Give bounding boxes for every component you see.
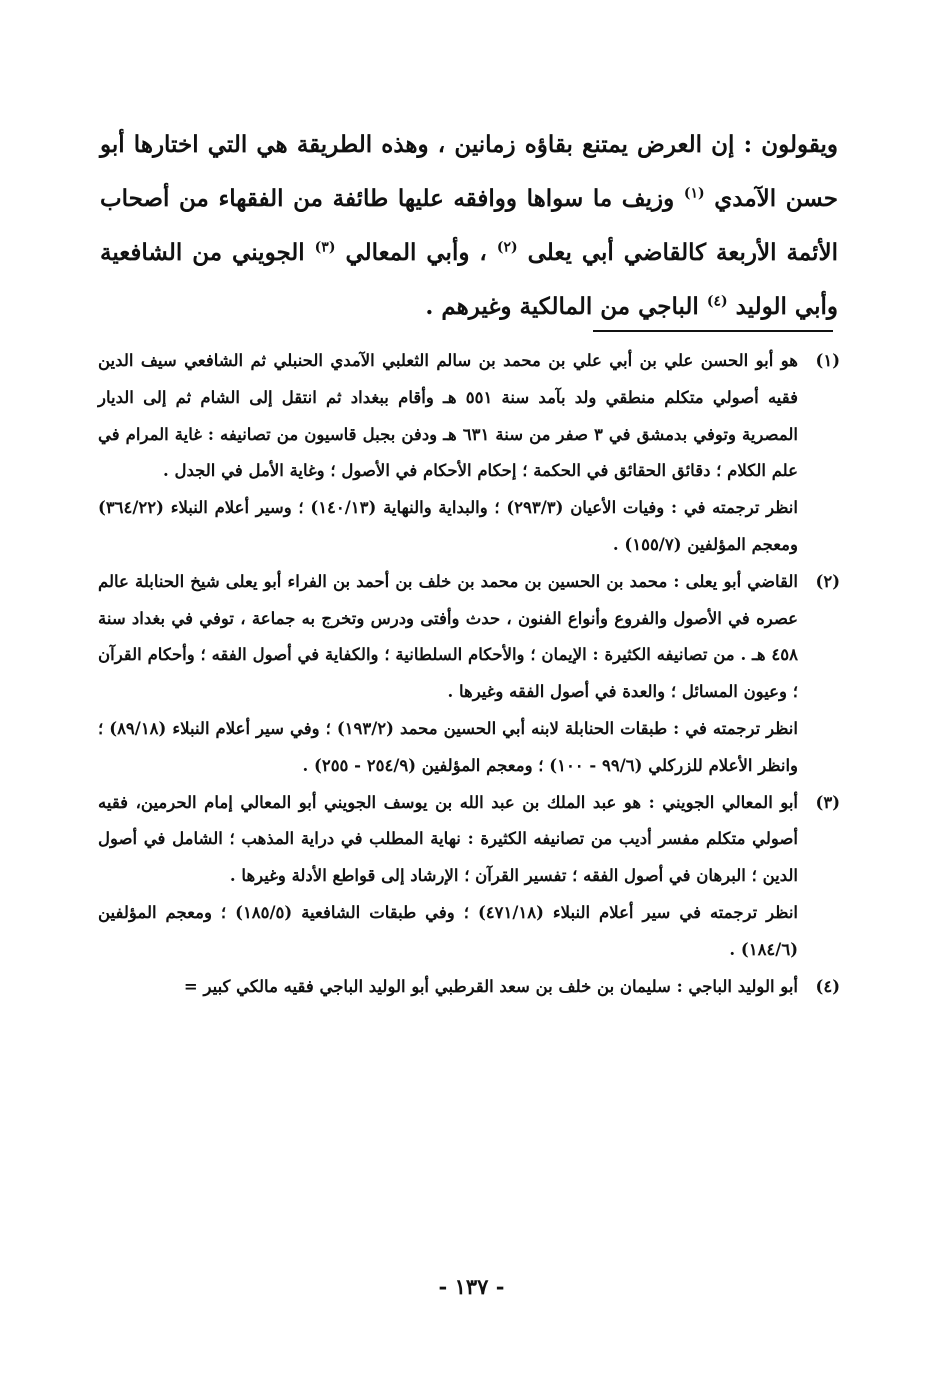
footnote-text: أبو الوليد الباجي : سليمان بن خلف بن سعد القرطبي أبو الوليد الباجي فقيه مالكي كبير = xyxy=(183,976,798,996)
footnote-4 xyxy=(98,969,840,1006)
footnote-number: (٣) xyxy=(815,792,840,812)
footnote-number: (٢) xyxy=(815,571,840,591)
footnote-3-body xyxy=(98,785,840,895)
footnote-ref-4: (٤) xyxy=(706,293,728,310)
footnote-4-body xyxy=(98,969,840,1006)
footnote-1 xyxy=(98,343,840,564)
main-paragraph xyxy=(100,118,838,334)
footnotes xyxy=(98,343,840,1005)
footnote-ref-2: (٢) xyxy=(496,239,518,256)
main-text-2: وزيف ما سواها ووافقه عليها طائفة من الفقهاء من أصحاب الأئمة الأربعة كالقاضي أبي يعلى xyxy=(100,185,839,266)
footnote-text: القاضي أبو يعلى : محمد بن الحسين بن محمد بن خلف بن أحمد بن الفراء أبو يعلى شيخ الحنابلة عالم عصره في الأصول والفروع وأنواع الفنون ، حدث وأفتى ودرس وتخرج به جماعة ، توفي في بغداد سنة ٤٥٨ هـ . من تصانيفه الكثيرة : الإيمان ؛ والأحكام السلطانية ؛ والكفاية في أصول الفقه ؛ وأحكام القرآن ؛ وعيون المسائل ؛ والعدة في أصول الفقه وغيرها . xyxy=(98,571,798,702)
main-text-4: الجويني من الشافعية وأبي الوليد xyxy=(100,239,838,320)
footnote-separator xyxy=(593,330,833,332)
footnote-1-body xyxy=(98,343,840,490)
main-text-3: ، وأبي المعالي xyxy=(345,239,497,266)
footnote-number: (٤) xyxy=(815,976,840,996)
footnote-ref-1: (١) xyxy=(683,185,705,202)
footnote-text: أبو المعالي الجويني : هو عبد الملك بن عبد الله بن يوسف الجويني أبو المعالي إمام الحرمين، فقيه أصولي متكلم مفسر أديب من تصانيفه الكثيرة : نهاية المطلب في دراية المذهب ؛ الشامل في أصول الدين ؛ البرهان في أصول الفقه ؛ تفسير القرآن ؛ الإرشاد إلى قواطع الأدلة وغيرها . xyxy=(98,792,798,886)
footnote-number: (١) xyxy=(815,351,840,370)
footnote-source: انظر ترجمته في سير أعلام النبلاء (٤٧١/١٨) ؛ وفي طبقات الشافعية (١٨٥/٥) ؛ ومعجم المؤلفين (١٨٤/٦) . xyxy=(98,902,798,959)
footnote-2-body xyxy=(98,564,840,711)
footnote-ref-3: (٣) xyxy=(314,239,336,256)
main-text-5: الباجي من المالكية وغيرهم . xyxy=(425,293,707,320)
footnote-text: هو أبو الحسن علي بن أبي علي بن محمد بن سالم الثعلبي الآمدي الحنبلي ثم الشافعي سيف الدين فقيه أصولي متكلم منطقي ولد بآمد سنة ٥٥١ هـ وأقام ببغداد ثم انتقل إلى الشام ثم إلى الديار المصرية وتوفي بدمشق في ٣ صفر من سنة ٦٣١ هـ ودفن بجبل قاسيون من تصانيفه : غاية المرام في علم الكلام ؛ دقائق الحقائق في الحكمة ؛ إحكام الأحكام في الأصول ؛ وغاية الأمل في الجدل . xyxy=(98,351,799,481)
footnote-2 xyxy=(98,564,840,785)
page-number: - ١٣٧ - xyxy=(438,1274,505,1299)
footnote-source: انظر ترجمته في : طبقات الحنابلة لابنه أبي الحسين محمد (١٩٣/٢) ؛ وفي سير أعلام النبلاء (٨٩/١٨) ؛ وانظر الأعلام للزركلي (٩٩/٦ - ١٠٠) ؛ ومعجم المؤلفين (٢٥٤/٩ - ٢٥٥) . xyxy=(98,718,798,775)
footnote-source: انظر ترجمته في : وفيات الأعيان (٢٩٣/٣) ؛ والبداية والنهاية (١٤٠/١٣) ؛ وسير أعلام النبلاء (٣٦٤/٢٢) ومعجم المؤلفين (١٥٥/٧) . xyxy=(98,498,798,554)
footnote-3 xyxy=(98,785,840,969)
main-text-1: ويقولون : إن العرض يمتنع بقاؤه زمانين ، وهذه الطريقة هي التي اختارها أبو حسن الآمدي xyxy=(100,131,839,212)
